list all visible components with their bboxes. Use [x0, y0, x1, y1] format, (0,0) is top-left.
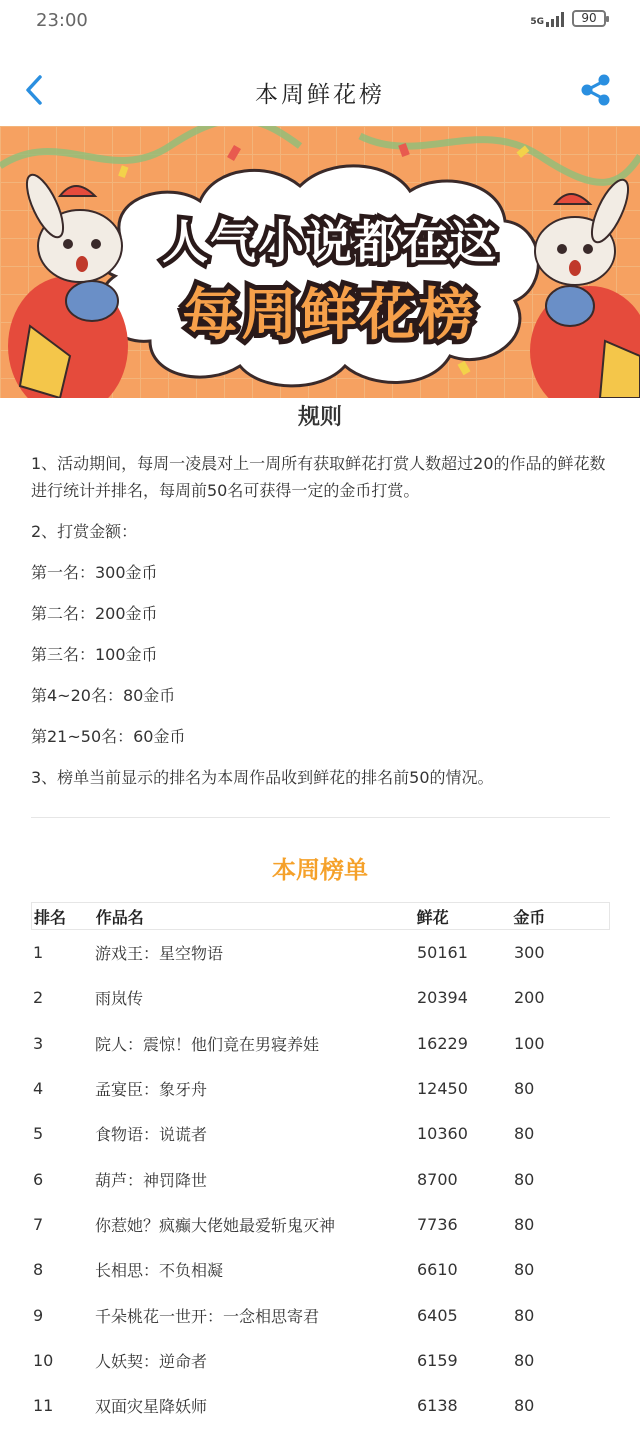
- table-row[interactable]: [31, 975, 610, 1020]
- status-icons: [530, 10, 606, 27]
- header-name: 作品名: [95, 907, 144, 927]
- row-gold: 80: [514, 1124, 535, 1144]
- row-flowers: 8700: [417, 1169, 458, 1189]
- table-row[interactable]: [31, 1247, 610, 1292]
- row-flowers: 6138: [417, 1396, 458, 1416]
- ranking-title: 本周榜单: [272, 856, 368, 884]
- top-bar: [0, 0, 640, 126]
- table-row[interactable]: [31, 1202, 610, 1247]
- row-rank: 4: [33, 1079, 44, 1099]
- row-flowers: 50161: [417, 943, 468, 963]
- banner-line2: 每周鲜花榜: [182, 283, 478, 348]
- row-flowers: 6610: [417, 1260, 458, 1280]
- rules-title: 规则: [297, 405, 342, 430]
- row-gold: 80: [514, 1079, 535, 1099]
- ranking-header-row: [31, 902, 610, 930]
- table-row[interactable]: [31, 1338, 610, 1383]
- row-title: 院人：震惊！他们竟在男寝养娃: [95, 1034, 320, 1054]
- rule-item: 第4~20名：80金币: [31, 686, 176, 705]
- row-title: 孟宴臣：象牙舟: [95, 1080, 208, 1100]
- row-gold: 80: [514, 1169, 535, 1189]
- rule-item: 2、打赏金额：: [31, 522, 138, 541]
- share-icon: [578, 72, 614, 108]
- header-gold: 金币: [513, 907, 546, 927]
- row-rank: 3: [33, 1033, 44, 1053]
- row-rank: 8: [33, 1260, 44, 1280]
- row-gold: 200: [514, 988, 545, 1008]
- row-title: 你惹她？疯癫大佬她最爱斩鬼灭神: [95, 1215, 336, 1235]
- row-flowers: 7736: [417, 1214, 458, 1234]
- battery-icon: 90: [572, 10, 606, 27]
- signal-icon: [530, 11, 564, 27]
- table-row[interactable]: [31, 1156, 610, 1201]
- table-row[interactable]: [31, 1292, 610, 1337]
- row-title: 葫芦：神罚降世: [95, 1170, 208, 1190]
- table-row[interactable]: [31, 1383, 610, 1428]
- row-title: 游戏王：星空物语: [95, 944, 224, 964]
- rule-item: 第一名：300金币: [31, 563, 158, 582]
- status-time: 23:00: [36, 10, 88, 31]
- row-rank: 6: [33, 1169, 44, 1189]
- row-gold: 80: [514, 1305, 535, 1325]
- row-title: 千朵桃花一世开：一念相思寄君: [95, 1306, 320, 1326]
- row-rank: 7: [33, 1214, 44, 1234]
- row-gold: 80: [514, 1260, 535, 1280]
- banner-line1: 人气小说都在这: [162, 215, 498, 269]
- section-divider: [31, 817, 610, 818]
- row-flowers: 16229: [417, 1033, 468, 1053]
- row-flowers: 12450: [417, 1079, 468, 1099]
- banner-illustration: [0, 126, 640, 398]
- row-rank: 9: [33, 1305, 44, 1325]
- row-gold: 100: [514, 1033, 545, 1053]
- rule-item: 第三名：100金币: [31, 645, 158, 664]
- ranking-table: [31, 902, 610, 1428]
- row-flowers: 10360: [417, 1124, 468, 1144]
- row-gold: 300: [514, 943, 545, 963]
- row-title: 雨岚传: [95, 989, 144, 1009]
- table-row[interactable]: [31, 930, 610, 975]
- row-rank: 11: [33, 1396, 54, 1416]
- page-title: 本周鲜花榜: [255, 82, 385, 108]
- header-flowers: 鲜花: [416, 907, 449, 927]
- share-button[interactable]: [578, 72, 614, 108]
- rule-item: 第二名：200金币: [31, 604, 158, 623]
- row-gold: 80: [514, 1350, 535, 1370]
- row-gold: 80: [514, 1396, 535, 1416]
- row-title: 食物语：说谎者: [95, 1125, 208, 1145]
- rule-item: 1、活动期间，每周一凌晨对上一周所有获取鲜花打赏人数超过20的作品的鲜花数进行统计并排名，每周前50名可获得一定的金币打赏。: [31, 454, 606, 500]
- header-rank: 排名: [34, 907, 67, 927]
- table-row[interactable]: [31, 1066, 610, 1111]
- row-gold: 80: [514, 1214, 535, 1234]
- row-title: 长相思：不负相凝: [95, 1261, 224, 1281]
- network-label: 5G: [530, 16, 544, 27]
- rule-item: 第21~50名：60金币: [31, 727, 186, 746]
- rule-item: 3、榜单当前显示的排名为本周作品收到鲜花的排名前50的情况。: [31, 768, 494, 787]
- row-flowers: 6159: [417, 1350, 458, 1370]
- row-flowers: 20394: [417, 988, 468, 1008]
- row-rank: 5: [33, 1124, 44, 1144]
- table-row[interactable]: [31, 1021, 610, 1066]
- table-row[interactable]: [31, 1111, 610, 1156]
- banner: [0, 126, 640, 398]
- row-rank: 1: [33, 943, 44, 963]
- rules-list: [31, 450, 611, 805]
- row-flowers: 6405: [417, 1305, 458, 1325]
- row-title: 双面灾星降妖师: [95, 1397, 208, 1417]
- row-rank: 10: [33, 1350, 54, 1370]
- row-rank: 2: [33, 988, 44, 1008]
- row-title: 人妖契：逆命者: [95, 1351, 208, 1371]
